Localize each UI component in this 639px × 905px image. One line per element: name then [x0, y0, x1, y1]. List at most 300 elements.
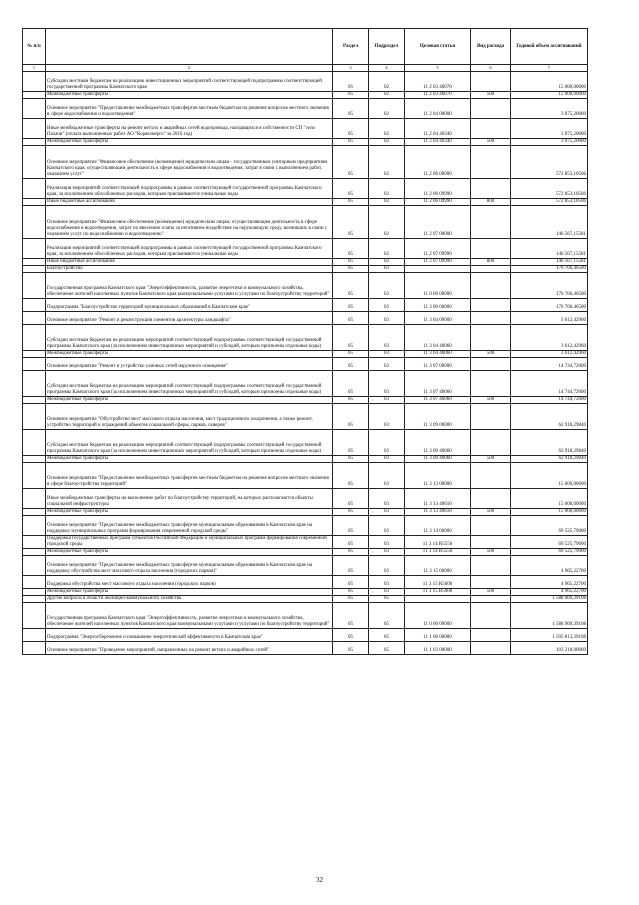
cell-rz: 05	[333, 371, 369, 397]
cell-vr	[471, 642, 511, 655]
table-row	[23, 430, 588, 456]
cell-pr: 03	[369, 325, 405, 351]
cell-name: Основное мероприятие "Предоставление межбюджетных трансфертов муниципальным образованиям в Камчатском крае на поддержку обустройства мест массового отдыха населения (городских парков)"	[46, 556, 333, 576]
cell-num	[23, 576, 46, 589]
cell-sum: 572 853,10506	[511, 146, 588, 179]
cell-pr: 02	[369, 259, 405, 266]
cell-vr	[471, 119, 511, 139]
cell-pr: 03	[369, 371, 405, 397]
cell-csr: 11 3 13 00000	[405, 463, 471, 489]
cell-csr: 11 2 06 00000	[405, 146, 471, 179]
cell-pr: 03	[369, 463, 405, 489]
cell-vr: 800	[471, 199, 511, 206]
cell-sum: 4 965,22700	[511, 576, 588, 589]
cell-num	[23, 206, 46, 239]
cell-name: Благоустройство	[46, 266, 333, 273]
cell-csr: 11 3 14 R5550	[405, 549, 471, 556]
cell-vr	[471, 556, 511, 576]
cell-csr: 11 2 04 40340	[405, 139, 471, 146]
cell-pr: 03	[369, 556, 405, 576]
cell-num	[23, 266, 46, 273]
cell-rz: 05	[333, 266, 369, 273]
table-row	[23, 463, 588, 489]
cell-name: Основное мероприятие "Финансовое обеспечение (возмещение) юридическим лицам, осуществляющим деятельность в сфере водоснабжения и водоотведения, затрат по внесению платы за негативное воздействие на окружающую среду, возникших в связи с оказанием услуг по водоснабжению и водоотведению"	[46, 206, 333, 239]
cell-rz: 05	[333, 463, 369, 489]
cell-pr: 03	[369, 430, 405, 456]
colnum: 4	[369, 65, 405, 72]
cell-rz: 05	[333, 99, 369, 119]
cell-csr	[405, 266, 471, 273]
cell-num	[23, 456, 46, 463]
cell-sum: 15 000,00000	[511, 489, 588, 509]
cell-num	[23, 397, 46, 404]
cell-name: Иные межбюджетные трансферты на ремонт ветхих и аварийных сетей водопровода, находящихся в собственности СП "село Пахачи" (оплата выполненных работ АО "Корякэнерго" за 2016 год)	[46, 119, 333, 139]
table-row	[23, 489, 588, 509]
colnum: 3	[333, 65, 369, 72]
cell-sum: 4 965,22700	[511, 589, 588, 596]
cell-rz: 05	[333, 358, 369, 371]
cell-num	[23, 325, 46, 351]
cell-csr: 11 3 09 40060	[405, 456, 471, 463]
header-razdel: Раздел	[333, 29, 369, 65]
cell-name: Основное мероприятие "Проведение мероприятий, направленных на ремонт ветхих и аварийных сетей"	[46, 642, 333, 655]
cell-vr	[471, 72, 511, 92]
cell-pr: 03	[369, 589, 405, 596]
cell-csr: 11 3 07 40060	[405, 397, 471, 404]
table-row	[23, 273, 588, 299]
cell-name: Иные бюджетные ассигнования	[46, 199, 333, 206]
cell-csr: 11 1 00 00000	[405, 629, 471, 642]
cell-sum: 103 218,00000	[511, 642, 588, 655]
cell-sum: 3 075,20000	[511, 99, 588, 119]
cell-csr: 11 2 07 09990	[405, 259, 471, 266]
cell-pr: 03	[369, 489, 405, 509]
cell-csr: 11 3 15 R5600	[405, 589, 471, 596]
cell-name: Межбюджетные трансферты	[46, 139, 333, 146]
cell-sum: 170 766,46500	[511, 299, 588, 312]
table-body	[23, 72, 588, 655]
cell-vr	[471, 358, 511, 371]
cell-rz: 05	[333, 199, 369, 206]
cell-name: Иные межбюджетные трансферты на выполнение работ по благоустройству территорий, на которых располагаются объекты социальной инфраструктуры	[46, 489, 333, 509]
cell-name: Подпрограмма "Энергосбережение и повышение энергетической эффективности в Камчатском крае"	[46, 629, 333, 642]
cell-rz: 05	[333, 179, 369, 199]
table-row	[23, 119, 588, 139]
cell-pr: 03	[369, 299, 405, 312]
cell-pr: 03	[369, 273, 405, 299]
cell-sum: 3 612,42960	[511, 312, 588, 325]
cell-vr	[471, 603, 511, 629]
cell-num	[23, 351, 46, 358]
cell-name: Межбюджетные трансферты	[46, 351, 333, 358]
cell-sum: 69 525,79000	[511, 549, 588, 556]
cell-num	[23, 430, 46, 456]
cell-num	[23, 549, 46, 556]
table-row	[23, 397, 588, 404]
cell-rz: 05	[333, 536, 369, 549]
cell-vr	[471, 371, 511, 397]
cell-num	[23, 642, 46, 655]
cell-csr: 11 3 14 00000	[405, 516, 471, 536]
cell-csr: 11 3 04 40060	[405, 351, 471, 358]
cell-pr: 03	[369, 312, 405, 325]
cell-name: Государственная программа Камчатского края "Энергоэффективность, развитие энергетики и коммунального хозяйства, обеспечение жителей населенных пунктов Камчатского края коммунальными услугами и услугами по благоустройству территорий"	[46, 603, 333, 629]
cell-name: Основное мероприятие "Ремонт и устройство уличных сетей наружного освещения"	[46, 358, 333, 371]
cell-pr: 05	[369, 603, 405, 629]
cell-rz: 05	[333, 206, 369, 239]
cell-vr	[471, 146, 511, 179]
cell-vr	[471, 299, 511, 312]
cell-vr	[471, 576, 511, 589]
cell-num	[23, 119, 46, 139]
cell-pr: 03	[369, 576, 405, 589]
cell-pr: 02	[369, 199, 405, 206]
cell-rz: 05	[333, 119, 369, 139]
cell-rz: 05	[333, 239, 369, 259]
cell-csr: 11 2 06 09990	[405, 199, 471, 206]
cell-name: Субсидии местным бюджетам на реализацию мероприятий соответствующей подпрограммы соответствующей государственной программы Камчатского края (за исключением инвестиционных мероприятий и субсидий, которым присвоены отдельные коды)	[46, 371, 333, 397]
cell-name: Субсидии местным бюджетам на реализацию мероприятий соответствующей подпрограммы соответствующей государственной программы Камчатского края (за исключением инвестиционных мероприятий и субсидий, которым присвоены отдельные коды)	[46, 325, 333, 351]
table-row	[23, 556, 588, 576]
cell-vr	[471, 273, 511, 299]
cell-num	[23, 179, 46, 199]
cell-num	[23, 199, 46, 206]
cell-rz: 05	[333, 489, 369, 509]
cell-csr: 11 2 04 00000	[405, 99, 471, 119]
cell-name: Иные бюджетные ассигнования	[46, 259, 333, 266]
cell-rz: 05	[333, 456, 369, 463]
colnum: 5	[405, 65, 471, 72]
cell-num	[23, 146, 46, 179]
cell-csr: 11 2 06 09990	[405, 179, 471, 199]
cell-vr	[471, 489, 511, 509]
header-amount: Годовой объем ассигнований	[511, 29, 588, 65]
table-row	[23, 312, 588, 325]
table-header-row	[23, 29, 588, 65]
cell-csr: 11 3 09 00000	[405, 404, 471, 430]
cell-num	[23, 629, 46, 642]
cell-vr: 500	[471, 509, 511, 516]
cell-rz: 05	[333, 312, 369, 325]
table-row	[23, 199, 588, 206]
cell-num	[23, 596, 46, 603]
cell-rz: 05	[333, 146, 369, 179]
cell-pr: 02	[369, 92, 405, 99]
cell-num	[23, 299, 46, 312]
cell-rz: 05	[333, 516, 369, 536]
cell-pr: 02	[369, 119, 405, 139]
table-row	[23, 358, 588, 371]
cell-sum: 3 612,42960	[511, 325, 588, 351]
cell-pr: 02	[369, 206, 405, 239]
cell-csr: 11 2 04 40340	[405, 119, 471, 139]
cell-vr	[471, 536, 511, 549]
cell-pr: 03	[369, 516, 405, 536]
cell-csr: 11 3 00 00000	[405, 299, 471, 312]
colnum: 7	[511, 65, 588, 72]
cell-sum: 572 853,10506	[511, 199, 588, 206]
cell-name: Поддержка обустройства мест массового отдыха населения (городских парков)	[46, 576, 333, 589]
cell-sum: 1 588 969,39108	[511, 603, 588, 629]
cell-sum: 69 525,79000	[511, 536, 588, 549]
cell-vr: 500	[471, 139, 511, 146]
header-num: № п/п	[23, 29, 46, 65]
cell-sum: 170 766,46500	[511, 266, 588, 273]
cell-name: Межбюджетные трансферты	[46, 92, 333, 99]
header-vr: Вид расхода	[471, 29, 511, 65]
cell-sum: 14 744,72000	[511, 371, 588, 397]
cell-name: Подпрограмма "Благоустройство территорий муниципальных образований в Камчатском крае"	[46, 299, 333, 312]
cell-csr: 11 2 03 40070	[405, 92, 471, 99]
table-row	[23, 536, 588, 549]
cell-vr	[471, 430, 511, 456]
cell-pr: 02	[369, 72, 405, 92]
cell-rz: 05	[333, 576, 369, 589]
cell-rz: 05	[333, 259, 369, 266]
cell-csr: 11 3 15 R5600	[405, 576, 471, 589]
cell-name: Основное мероприятие "Ремонт и реконструкция элементов архитектуры ландшафта"	[46, 312, 333, 325]
table-row	[23, 642, 588, 655]
cell-csr: 11 0 00 00000	[405, 273, 471, 299]
cell-rz: 05	[333, 273, 369, 299]
cell-sum: 146 567,15581	[511, 239, 588, 259]
cell-csr: 11 2 03 40070	[405, 72, 471, 92]
table-row	[23, 456, 588, 463]
cell-name: Субсидии местным бюджетам на реализацию инвестиционных мероприятий соответствующей подпрограммы соответствующей государственной программы Камчатского края	[46, 72, 333, 92]
cell-csr: 11 2 07 09990	[405, 239, 471, 259]
cell-sum: 1 505 813,39108	[511, 629, 588, 642]
cell-name: Государственная программа Камчатского края "Энергоэффективность, развитие энергетики и коммунального хозяйства, обеспечение жителей населенных пунктов Камчатского края коммунальными услугами и услугами по благоустройству территорий"	[46, 273, 333, 299]
cell-sum: 62 918,29840	[511, 430, 588, 456]
colnum: 1	[23, 65, 46, 72]
cell-csr: 11 3 07 40060	[405, 371, 471, 397]
cell-num	[23, 92, 46, 99]
cell-name: Реализация мероприятий соответствующей подпрограммы в рамках соответствующей государственной программы Камчатского края, за исключением обособленных расходов, которым присваиваются уникальные коды	[46, 179, 333, 199]
cell-csr: 11 3 07 00000	[405, 358, 471, 371]
cell-num	[23, 72, 46, 92]
cell-sum: 69 525,79000	[511, 516, 588, 536]
table-row	[23, 139, 588, 146]
cell-csr: 11 3 13 40610	[405, 509, 471, 516]
cell-num	[23, 312, 46, 325]
cell-pr: 03	[369, 358, 405, 371]
cell-vr: 500	[471, 456, 511, 463]
table-row	[23, 99, 588, 119]
table-row	[23, 516, 588, 536]
cell-rz: 05	[333, 642, 369, 655]
cell-pr: 03	[369, 536, 405, 549]
cell-rz: 05	[333, 397, 369, 404]
cell-sum: 170 766,46500	[511, 273, 588, 299]
cell-name: Субсидии местным бюджетам на реализацию мероприятий соответствующей подпрограммы соответствующей государственной программы Камчатского края (за исключением инвестиционных мероприятий и субсидий, которым присвоены отдельные коды)	[46, 430, 333, 456]
cell-num	[23, 139, 46, 146]
cell-sum: 146 567,15581	[511, 206, 588, 239]
table-row	[23, 596, 588, 603]
cell-pr: 03	[369, 509, 405, 516]
cell-sum: 15 000,00000	[511, 72, 588, 92]
cell-rz: 05	[333, 430, 369, 456]
cell-name: Поддержка государственных программ субъектов Российской Федерации и муниципальных программ формирования современной городской среды	[46, 536, 333, 549]
budget-table	[22, 28, 588, 655]
cell-rz: 05	[333, 509, 369, 516]
cell-num	[23, 463, 46, 489]
header-podrazdel: Подраздел	[369, 29, 405, 65]
cell-csr: 11 3 09 40060	[405, 430, 471, 456]
cell-csr: 11 1 03 00000	[405, 642, 471, 655]
cell-vr	[471, 206, 511, 239]
table-row	[23, 589, 588, 596]
page-number: 32	[316, 876, 323, 884]
cell-vr	[471, 266, 511, 273]
table-row	[23, 549, 588, 556]
cell-csr	[405, 596, 471, 603]
header-name	[46, 29, 333, 65]
cell-sum: 4 965,22700	[511, 556, 588, 576]
cell-pr: 02	[369, 239, 405, 259]
table-row	[23, 92, 588, 99]
cell-pr: 02	[369, 146, 405, 179]
cell-csr: 11 3 04 40060	[405, 325, 471, 351]
table-row	[23, 259, 588, 266]
cell-sum: 3 612,42960	[511, 351, 588, 358]
header-csr: Целевая статья	[405, 29, 471, 65]
cell-sum: 3 075,20000	[511, 139, 588, 146]
cell-csr: 11 2 07 00000	[405, 206, 471, 239]
cell-sum: 14 744,72000	[511, 397, 588, 404]
cell-num	[23, 273, 46, 299]
table-row	[23, 146, 588, 179]
cell-num	[23, 516, 46, 536]
cell-pr: 02	[369, 139, 405, 146]
table-row	[23, 266, 588, 273]
cell-name: Межбюджетные трансферты	[46, 456, 333, 463]
cell-vr: 500	[471, 549, 511, 556]
cell-num	[23, 556, 46, 576]
cell-rz: 05	[333, 629, 369, 642]
colnum: 6	[471, 65, 511, 72]
cell-sum: 14 744,72000	[511, 358, 588, 371]
cell-vr: 500	[471, 351, 511, 358]
cell-sum: 15 000,00000	[511, 92, 588, 99]
cell-rz: 05	[333, 549, 369, 556]
cell-csr: 11 3 14 R5550	[405, 536, 471, 549]
cell-pr: 05	[369, 642, 405, 655]
cell-name: Межбюджетные трансферты	[46, 509, 333, 516]
cell-vr: 500	[471, 92, 511, 99]
cell-vr: 500	[471, 589, 511, 596]
cell-csr: 11 3 04 00000	[405, 312, 471, 325]
cell-pr: 03	[369, 266, 405, 273]
cell-vr	[471, 312, 511, 325]
cell-vr	[471, 463, 511, 489]
cell-num	[23, 489, 46, 509]
cell-vr	[471, 629, 511, 642]
cell-vr: 500	[471, 397, 511, 404]
column-number-row	[23, 65, 588, 72]
cell-name: Основное мероприятие "Предоставление межбюджетных трансфертов местным бюджетам на решение вопросов местного значения в сфере водоснабжения и водоотведения"	[46, 99, 333, 119]
cell-name: Межбюджетные трансферты	[46, 397, 333, 404]
table-row	[23, 179, 588, 199]
cell-rz: 05	[333, 589, 369, 596]
cell-vr: 800	[471, 259, 511, 266]
cell-rz: 05	[333, 603, 369, 629]
table-row	[23, 576, 588, 589]
cell-pr: 03	[369, 549, 405, 556]
cell-sum: 146 567,15581	[511, 259, 588, 266]
cell-pr: 03	[369, 404, 405, 430]
cell-rz: 05	[333, 72, 369, 92]
cell-sum: 15 000,00000	[511, 509, 588, 516]
table-row	[23, 206, 588, 239]
cell-rz: 05	[333, 556, 369, 576]
table-row	[23, 371, 588, 397]
cell-vr	[471, 179, 511, 199]
cell-vr	[471, 99, 511, 119]
cell-pr: 03	[369, 351, 405, 358]
cell-vr	[471, 325, 511, 351]
cell-sum: 3 075,20000	[511, 119, 588, 139]
cell-num	[23, 371, 46, 397]
table-row	[23, 351, 588, 358]
cell-sum: 62 918,29840	[511, 456, 588, 463]
cell-num	[23, 603, 46, 629]
cell-name: Основное мероприятие "Предоставление межбюджетных трансфертов муниципальным образованиям в Камчатском крае на поддержку муниципальных программ формирования современной городской среды"	[46, 516, 333, 536]
cell-num	[23, 358, 46, 371]
cell-pr: 02	[369, 99, 405, 119]
cell-num	[23, 509, 46, 516]
cell-name: Основное мероприятие "Финансовое обеспечение (возмещение) юридическим лицам - государственным унитарным предприятиям Камчатского края, осуществляющим деятельность в сфере водоснабжения и водоотведения, затрат в связи с выполнением работ, оказанием услуг"	[46, 146, 333, 179]
cell-rz: 05	[333, 404, 369, 430]
cell-rz: 05	[333, 299, 369, 312]
cell-rz: 05	[333, 139, 369, 146]
cell-num	[23, 239, 46, 259]
cell-pr: 03	[369, 456, 405, 463]
cell-pr: 03	[369, 397, 405, 404]
table-row	[23, 325, 588, 351]
cell-sum: 1 588 969,39108	[511, 596, 588, 603]
table-row	[23, 404, 588, 430]
table-row	[23, 629, 588, 642]
cell-name: Межбюджетные трансферты	[46, 589, 333, 596]
cell-csr: 11 3 13 40610	[405, 489, 471, 509]
table-row	[23, 509, 588, 516]
cell-name: Межбюджетные трансферты	[46, 549, 333, 556]
cell-name: Основное мероприятие "Предоставление межбюджетных трансфертов местным бюджетам на решение вопросов местного значения в сфере благоустройства территорий"	[46, 463, 333, 489]
cell-pr: 05	[369, 596, 405, 603]
cell-rz: 05	[333, 92, 369, 99]
cell-vr	[471, 516, 511, 536]
table-row	[23, 239, 588, 259]
cell-vr	[471, 596, 511, 603]
cell-vr	[471, 239, 511, 259]
cell-vr	[471, 404, 511, 430]
cell-num	[23, 404, 46, 430]
cell-num	[23, 589, 46, 596]
table-row	[23, 72, 588, 92]
cell-pr: 05	[369, 629, 405, 642]
table-row	[23, 299, 588, 312]
cell-rz: 05	[333, 325, 369, 351]
cell-name: Другие вопросы в области жилищно-коммунального хозяйства	[46, 596, 333, 603]
cell-sum: 15 000,00000	[511, 463, 588, 489]
colnum: 2	[46, 65, 333, 72]
cell-rz: 05	[333, 351, 369, 358]
cell-rz: 05	[333, 596, 369, 603]
cell-sum: 62 918,29840	[511, 404, 588, 430]
cell-csr: 11 0 00 00000	[405, 603, 471, 629]
cell-num	[23, 99, 46, 119]
cell-sum: 572 853,10506	[511, 179, 588, 199]
